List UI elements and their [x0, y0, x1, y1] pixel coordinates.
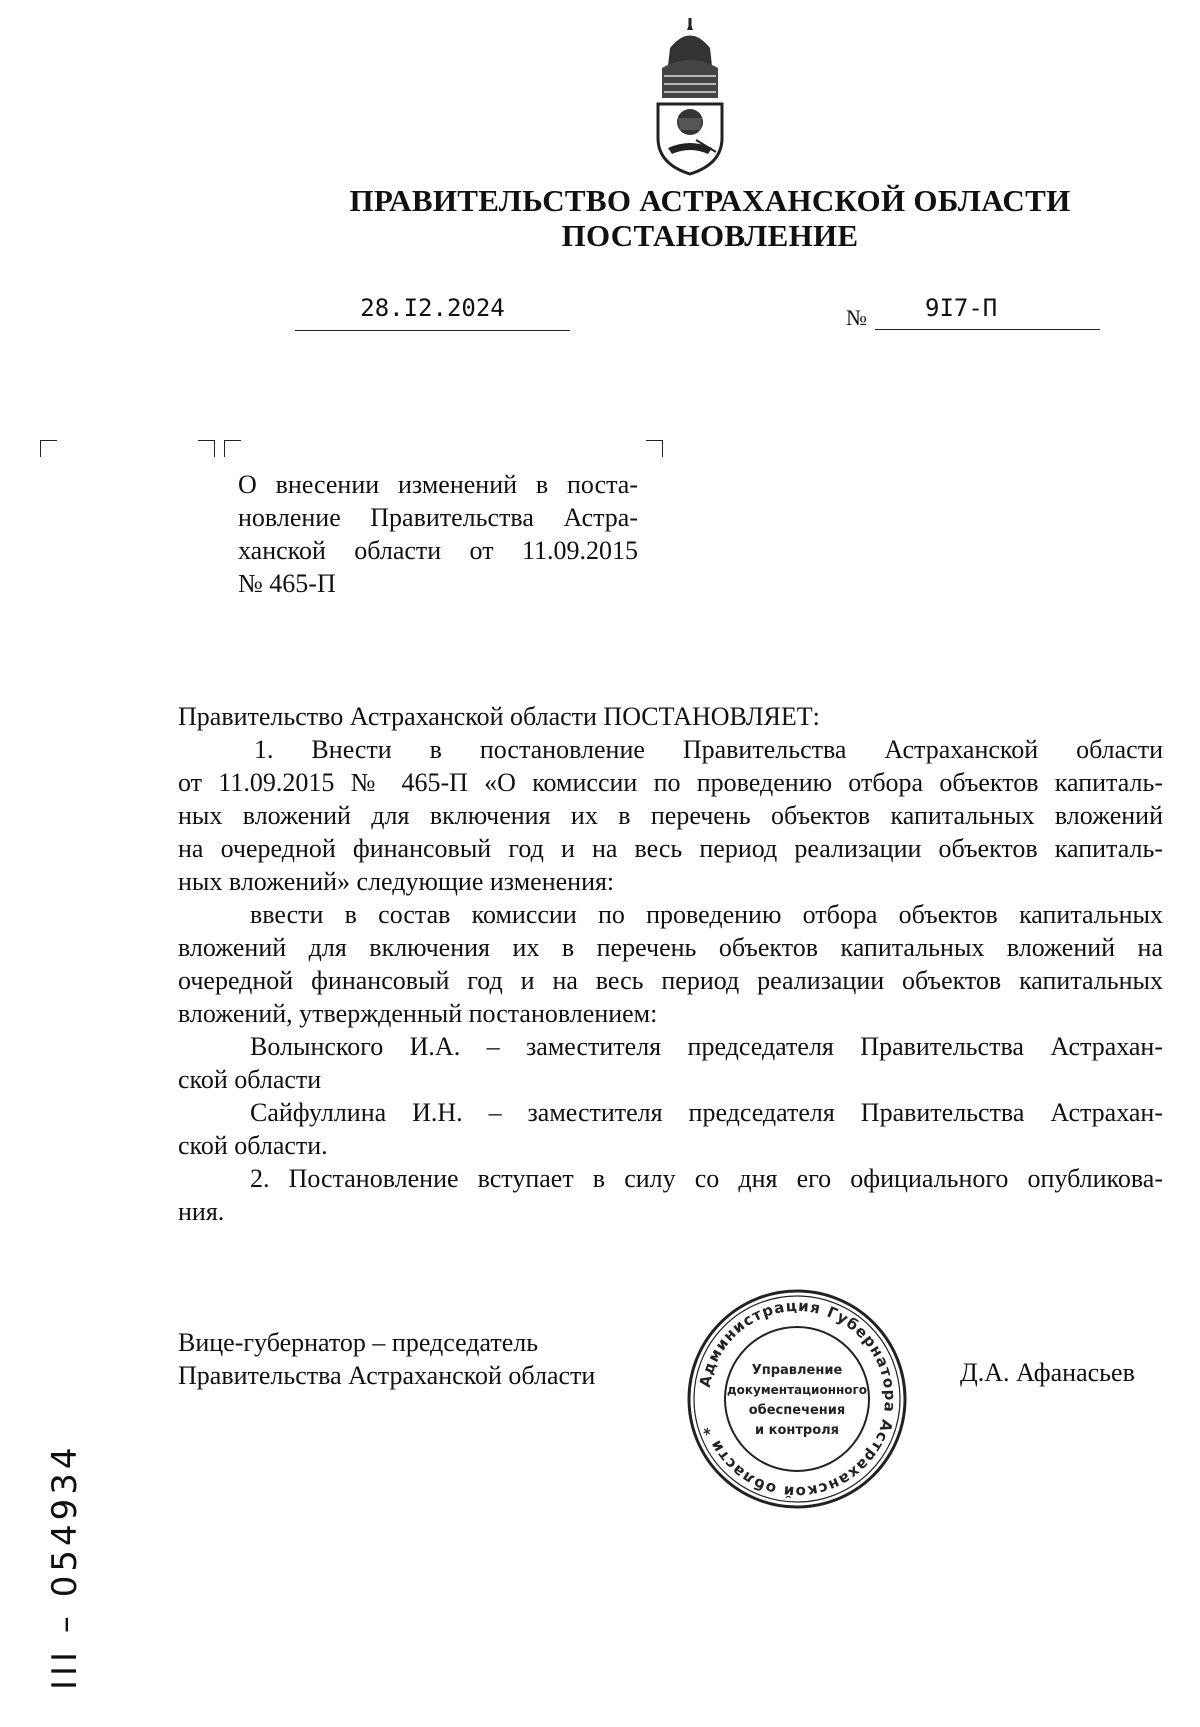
body-line: очередной финансовый год и на весь период реализации объектов капитальных	[178, 966, 1163, 995]
seal-ring-text: Администрация Губернатора Астраханской области *	[695, 1296, 900, 1502]
signatory-name: Д.А. Афанасьев	[960, 1358, 1135, 1387]
number-sign: №	[846, 305, 867, 330]
header-document-type: ПОСТАНОВЛЕНИЕ	[561, 218, 859, 253]
body-line: вложений для включения их в перечень объектов капитальных вложений на	[178, 933, 1163, 962]
form-serial-number	[45, 1443, 85, 1690]
document-date: 28.I2.2024	[295, 290, 570, 331]
corner-mark	[224, 440, 241, 457]
body-line: вложений, утвержденный постановлением:	[178, 999, 658, 1028]
subject-line: новление Правительства Астра-	[238, 503, 638, 532]
subject-line: О внесении изменений в поста-	[238, 470, 638, 499]
body-line: от 11.09.2015 № 465-П «О комиссии по проведению отбора объектов капиталь-	[178, 768, 1163, 797]
signatory-title	[178, 1326, 595, 1392]
seal-center-line: документационного	[726, 1383, 868, 1397]
document-body	[178, 700, 1163, 1228]
subject-line: ханской области от 11.09.2015	[238, 536, 638, 565]
official-seal	[686, 1288, 908, 1510]
body-line: ской области.	[178, 1131, 328, 1160]
header-government-name: ПРАВИТЕЛЬСТВО АСТРАХАНСКОЙ ОБЛАСТИ	[349, 183, 1071, 218]
corner-mark	[40, 440, 57, 457]
body-line: ввести в состав комиссии по проведению отбора объектов капитальных	[250, 900, 1163, 929]
seal-center-line: Управление	[751, 1363, 843, 1378]
signatory-title-line: Вице-губернатор – председатель	[178, 1328, 539, 1357]
form-serial-text: III – 054934	[45, 1443, 85, 1690]
body-line: Сайфуллина И.Н. – заместителя председателя Правительства Астрахан-	[250, 1098, 1163, 1127]
body-line: 2. Постановление вступает в силу со дня его официального опубликова-	[250, 1164, 1163, 1193]
seal-center-line: обеспечения	[748, 1403, 846, 1418]
body-line: 1. Внести в постановление Правительства Астраханской области	[254, 735, 1163, 764]
seal-center-line: и контроля	[754, 1423, 840, 1438]
body-intro: Правительство Астраханской области ПОСТАНОВЛЯЕТ:	[178, 702, 820, 731]
corner-mark	[646, 440, 663, 457]
corner-mark	[198, 440, 215, 457]
body-line: ния.	[178, 1197, 225, 1226]
subject-line: № 465-П	[238, 569, 336, 598]
body-line: ных вложений» следующие изменения:	[178, 867, 615, 896]
document-number: 9I7-П	[875, 290, 1100, 330]
body-line: на очередной финансовый год и на весь период реализации объектов капиталь-	[178, 834, 1163, 863]
body-line: Волынского И.А. – заместителя председателя Правительства Астрахан-	[250, 1032, 1163, 1061]
signatory-title-line: Правительства Астраханской области	[178, 1361, 596, 1390]
body-line: ных вложений для включения их в перечень объектов капитальных вложений	[178, 801, 1163, 830]
document-subject	[238, 468, 638, 600]
coat-of-arms-icon	[650, 18, 730, 176]
body-line: ской области	[178, 1065, 322, 1094]
